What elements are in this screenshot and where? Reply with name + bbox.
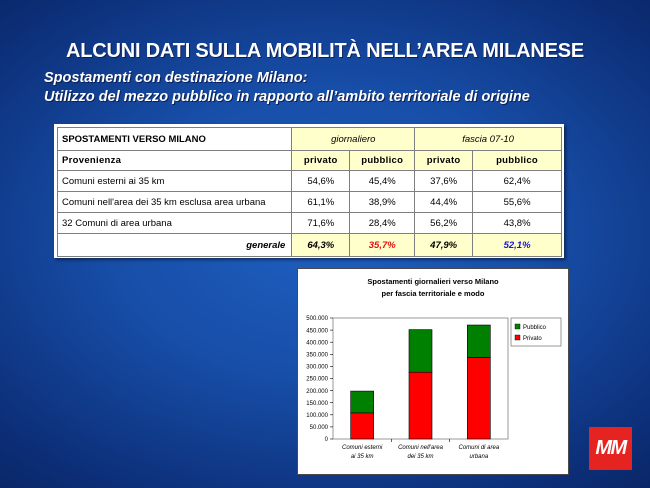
mobility-table-panel: [54, 124, 564, 258]
slide-title: ALCUNI DATI SULLA MOBILITÀ NELL’AREA MILANESE: [65, 40, 584, 62]
table-row: [58, 213, 562, 234]
bar-privato: [467, 357, 490, 439]
table-row: [58, 192, 562, 213]
y-tick-label: 500.000: [306, 316, 328, 323]
y-tick-label: 0: [324, 437, 328, 444]
table-row: [58, 171, 562, 192]
y-tick-label: 50.000: [309, 425, 328, 432]
chart-panel: [297, 268, 569, 475]
cell-daily-private: 61,1%: [292, 192, 350, 213]
y-tick-label: 100.000: [306, 413, 328, 419]
mm-logo: [589, 427, 632, 470]
row-label: Comuni nell'area dei 35 km esclusa area urbana: [58, 192, 292, 213]
stacked-bar-chart: [298, 269, 568, 474]
column-header-origin: Provenienza: [58, 151, 292, 171]
chart-title-line2: per fascia territoriale e modo: [381, 289, 485, 298]
y-tick-label: 150.000: [306, 400, 328, 407]
slide-subtitle-line1: Spostamenti con destinazione Milano:: [44, 70, 308, 86]
y-tick-label: 200.000: [306, 388, 328, 395]
mobility-table: [57, 127, 562, 257]
total-daily-private: 64,3%: [292, 234, 350, 257]
y-tick-label: 450.000: [306, 328, 328, 335]
cell-peak-private: 44,4%: [415, 192, 473, 213]
group-header-peak: fascia 07-10: [415, 128, 562, 151]
x-tick-label: ai 35 km: [350, 454, 374, 460]
legend-label-pubblico: Pubblico: [523, 324, 547, 331]
cell-peak-public: 43,8%: [473, 213, 562, 234]
row-label: 32 Comuni di area urbana: [58, 213, 292, 234]
cell-daily-public: 45,4%: [350, 171, 415, 192]
cell-peak-public: 62,4%: [473, 171, 562, 192]
y-tick-label: 300.000: [306, 364, 328, 371]
column-header-daily-public: pubblico: [350, 151, 415, 171]
legend-swatch-pubblico: [515, 324, 520, 329]
cell-daily-private: 54,6%: [292, 171, 350, 192]
table-total-row: [58, 234, 562, 257]
y-tick-label: 400.000: [306, 340, 328, 347]
cell-peak-private: 37,6%: [415, 171, 473, 192]
x-tick-label: dei 35 km: [407, 454, 434, 460]
legend-label-privato: Privato: [523, 335, 542, 342]
table-header-title: SPOSTAMENTI VERSO MILANO: [58, 128, 292, 151]
logo-text: MM: [595, 437, 626, 459]
slide-subtitle-line2: Utilizzo del mezzo pubblico in rapporto all’ambito territoriale di origine: [44, 89, 530, 105]
group-header-daily: giornaliero: [292, 128, 415, 151]
legend-swatch-privato: [515, 335, 520, 340]
bar-pubblico: [467, 325, 490, 357]
cell-daily-public: 28,4%: [350, 213, 415, 234]
cell-peak-public: 55,6%: [473, 192, 562, 213]
chart-title-line1: Spostamenti giornalieri verso Milano: [367, 277, 499, 286]
cell-daily-public: 38,9%: [350, 192, 415, 213]
cell-daily-private: 71,6%: [292, 213, 350, 234]
bar-pubblico: [351, 391, 374, 413]
y-tick-label: 350.000: [306, 352, 328, 359]
x-tick-label: Comuni di area: [458, 445, 500, 451]
cell-peak-private: 56,2%: [415, 213, 473, 234]
total-peak-private: 47,9%: [415, 234, 473, 257]
column-header-daily-private: privato: [292, 151, 350, 171]
bar-privato: [351, 413, 374, 439]
total-label: generale: [58, 234, 292, 257]
total-daily-public: 35,7%: [350, 234, 415, 257]
bar-pubblico: [409, 330, 432, 373]
x-tick-label: Comuni nell'area: [398, 445, 443, 451]
column-header-peak-private: privato: [415, 151, 473, 171]
total-peak-public: 52,1%: [473, 234, 562, 257]
x-tick-label: Comuni esterni: [341, 445, 383, 451]
column-header-peak-public: pubblico: [473, 151, 562, 171]
bar-privato: [409, 372, 432, 439]
y-tick-label: 250.000: [306, 376, 328, 383]
x-tick-label: urbana: [469, 454, 489, 460]
row-label: Comuni esterni ai 35 km: [58, 171, 292, 192]
